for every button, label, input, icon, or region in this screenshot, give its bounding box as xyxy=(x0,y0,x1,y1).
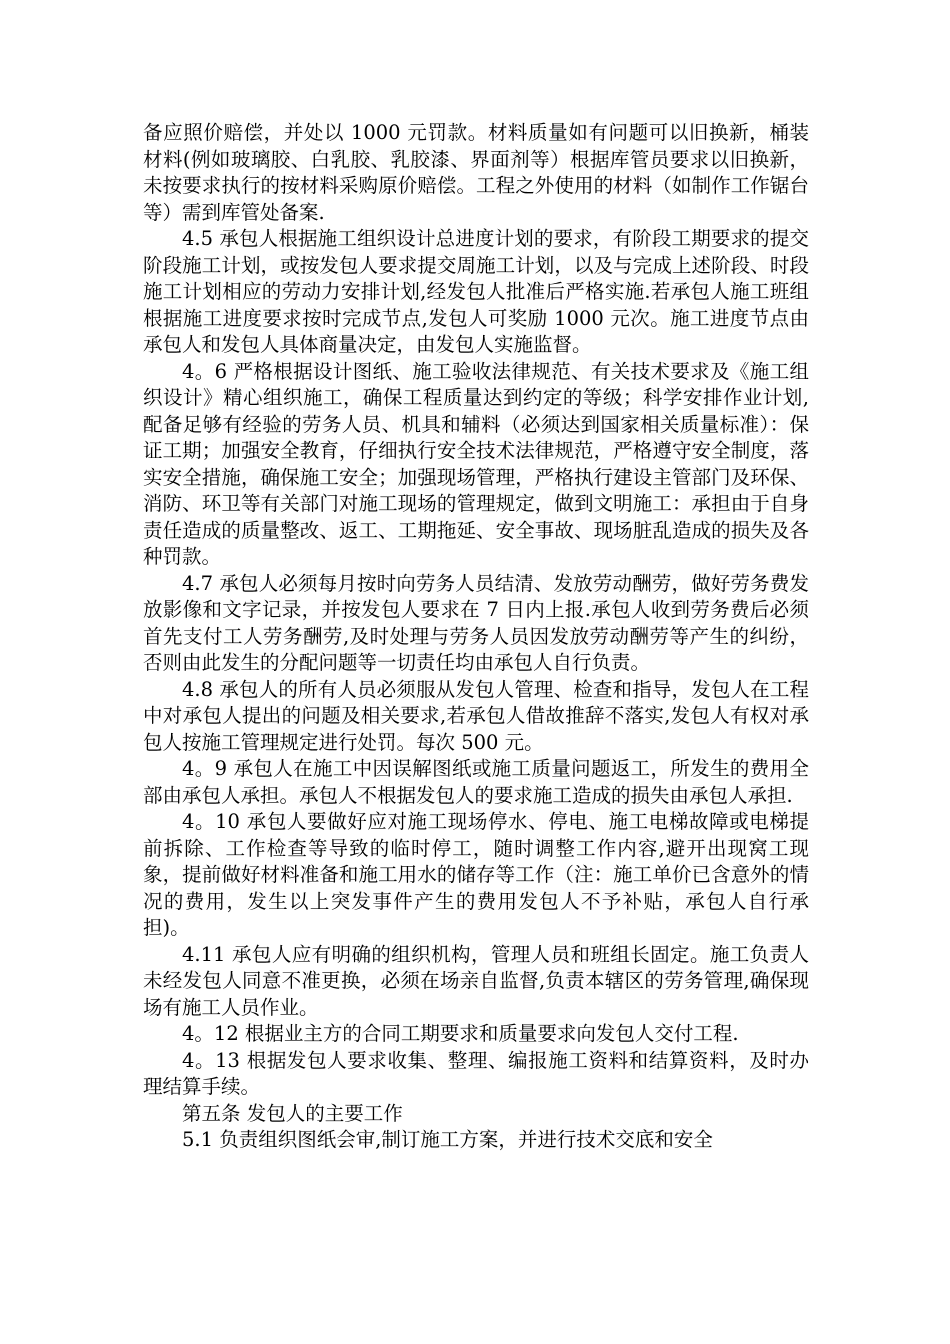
paragraph-4-13: 4。13 根据发包人要求收集、整理、编报施工资料和结算资料，及时办理结算手续。 xyxy=(143,1048,809,1098)
paragraph-4-12: 4。12 根据业主方的合同工期要求和质量要求向发包人交付工程. xyxy=(182,1022,739,1045)
paragraph-4-9: 4。9 承包人在施工中因误解图纸或施工质量问题返工，所发生的费用全部由承包人承担。承包人不根据发包人的要求施工造成的损失由承包人承担. xyxy=(143,757,809,807)
paragraph-4-7: 4.7 承包人必须每月按时向劳务人员结清、发放劳动酬劳，做好劳务费发放影像和文字记录，并按发包人要求在 7 日内上报.承包人收到劳务费后必须首先支付工人劳务酬劳,及时处理与劳务人员因发放劳动酬劳等产生的纠纷，否则由此发生的分配问题等一切责任均由承包人自行负责。 xyxy=(143,571,809,674)
section-heading-article-5: 第五条 发包人的主要工作 xyxy=(182,1101,403,1125)
paragraph-4-8: 4.8 承包人的所有人员必须服从发包人管理、检查和指导，发包人在工程中对承包人提出的问题及相关要求,若承包人借故推辞不落实,发包人有权对承包人按施工管理规定进行处罚。每次 500 元。 xyxy=(143,677,809,754)
document-body xyxy=(143,120,809,1154)
paragraph-4-6: 4。6 严格根据设计图纸、施工验收法律规范、有关技术要求及《施工组织设计》精心组织施工，确保工程质量达到约定的等级；科学安排作业计划,配备足够有经验的劳务人员、机具和辅料（必须达到国家相关质量标准）：保证工期；加强安全教育，仔细执行安全技术法律规范，严格遵守安全制度，落实安全措施，确保施工安全；加强现场管理，严格执行建设主管部门及环保、消防、环卫等有关部门对施工现场的管理规定，做到文明施工：承担由于自身责任造成的质量整改、返工、工期拖延、安全事故、现场脏乱造成的损失及各种罚款。 xyxy=(143,359,809,568)
paragraph-material-compensation: 备应照价赔偿，并处以 1000 元罚款。材料质量如有问题可以旧换新，桶装材料(例如玻璃胶、白乳胶、乳胶漆、界面剂等）根据库管员要求以旧换新，未按要求执行的按材料采购原价赔偿。工程之外使用的材料（如制作工作锯台等）需到库管处备案. xyxy=(143,121,809,224)
paragraph-5-1: 5.1 负责组织图纸会审,制订施工方案，并进行技术交底和安全 xyxy=(182,1128,713,1151)
paragraph-4-11: 4.11 承包人应有明确的组织机构，管理人员和班组长固定。施工负责人未经发包人同意不准更换，必须在场亲自监督,负责本辖区的劳务管理,确保现场有施工人员作业。 xyxy=(143,942,809,1019)
paragraph-4-10: 4。10 承包人要做好应对施工现场停水、停电、施工电梯故障或电梯提前拆除、工作检查等导致的临时停工，随时调整工作内容,避开出现窝工现象，提前做好材料准备和施工用水的储存等工作（注：施工单价已含意外的情况的费用，发生以上突发事件产生的费用发包人不予补贴，承包人自行承担)。 xyxy=(143,810,809,939)
paragraph-4-5: 4.5 承包人根据施工组织设计总进度计划的要求，有阶段工期要求的提交阶段施工计划，或按发包人要求提交周施工计划，以及与完成上述阶段、时段施工计划相应的劳动力安排计划,经发包人批准后严格实施.若承包人施工班组根据施工进度要求按时完成节点,发包人可奖励 1000 元次。施工进度节点由承包人和发包人具体商量决定，由发包人实施监督。 xyxy=(143,227,809,356)
